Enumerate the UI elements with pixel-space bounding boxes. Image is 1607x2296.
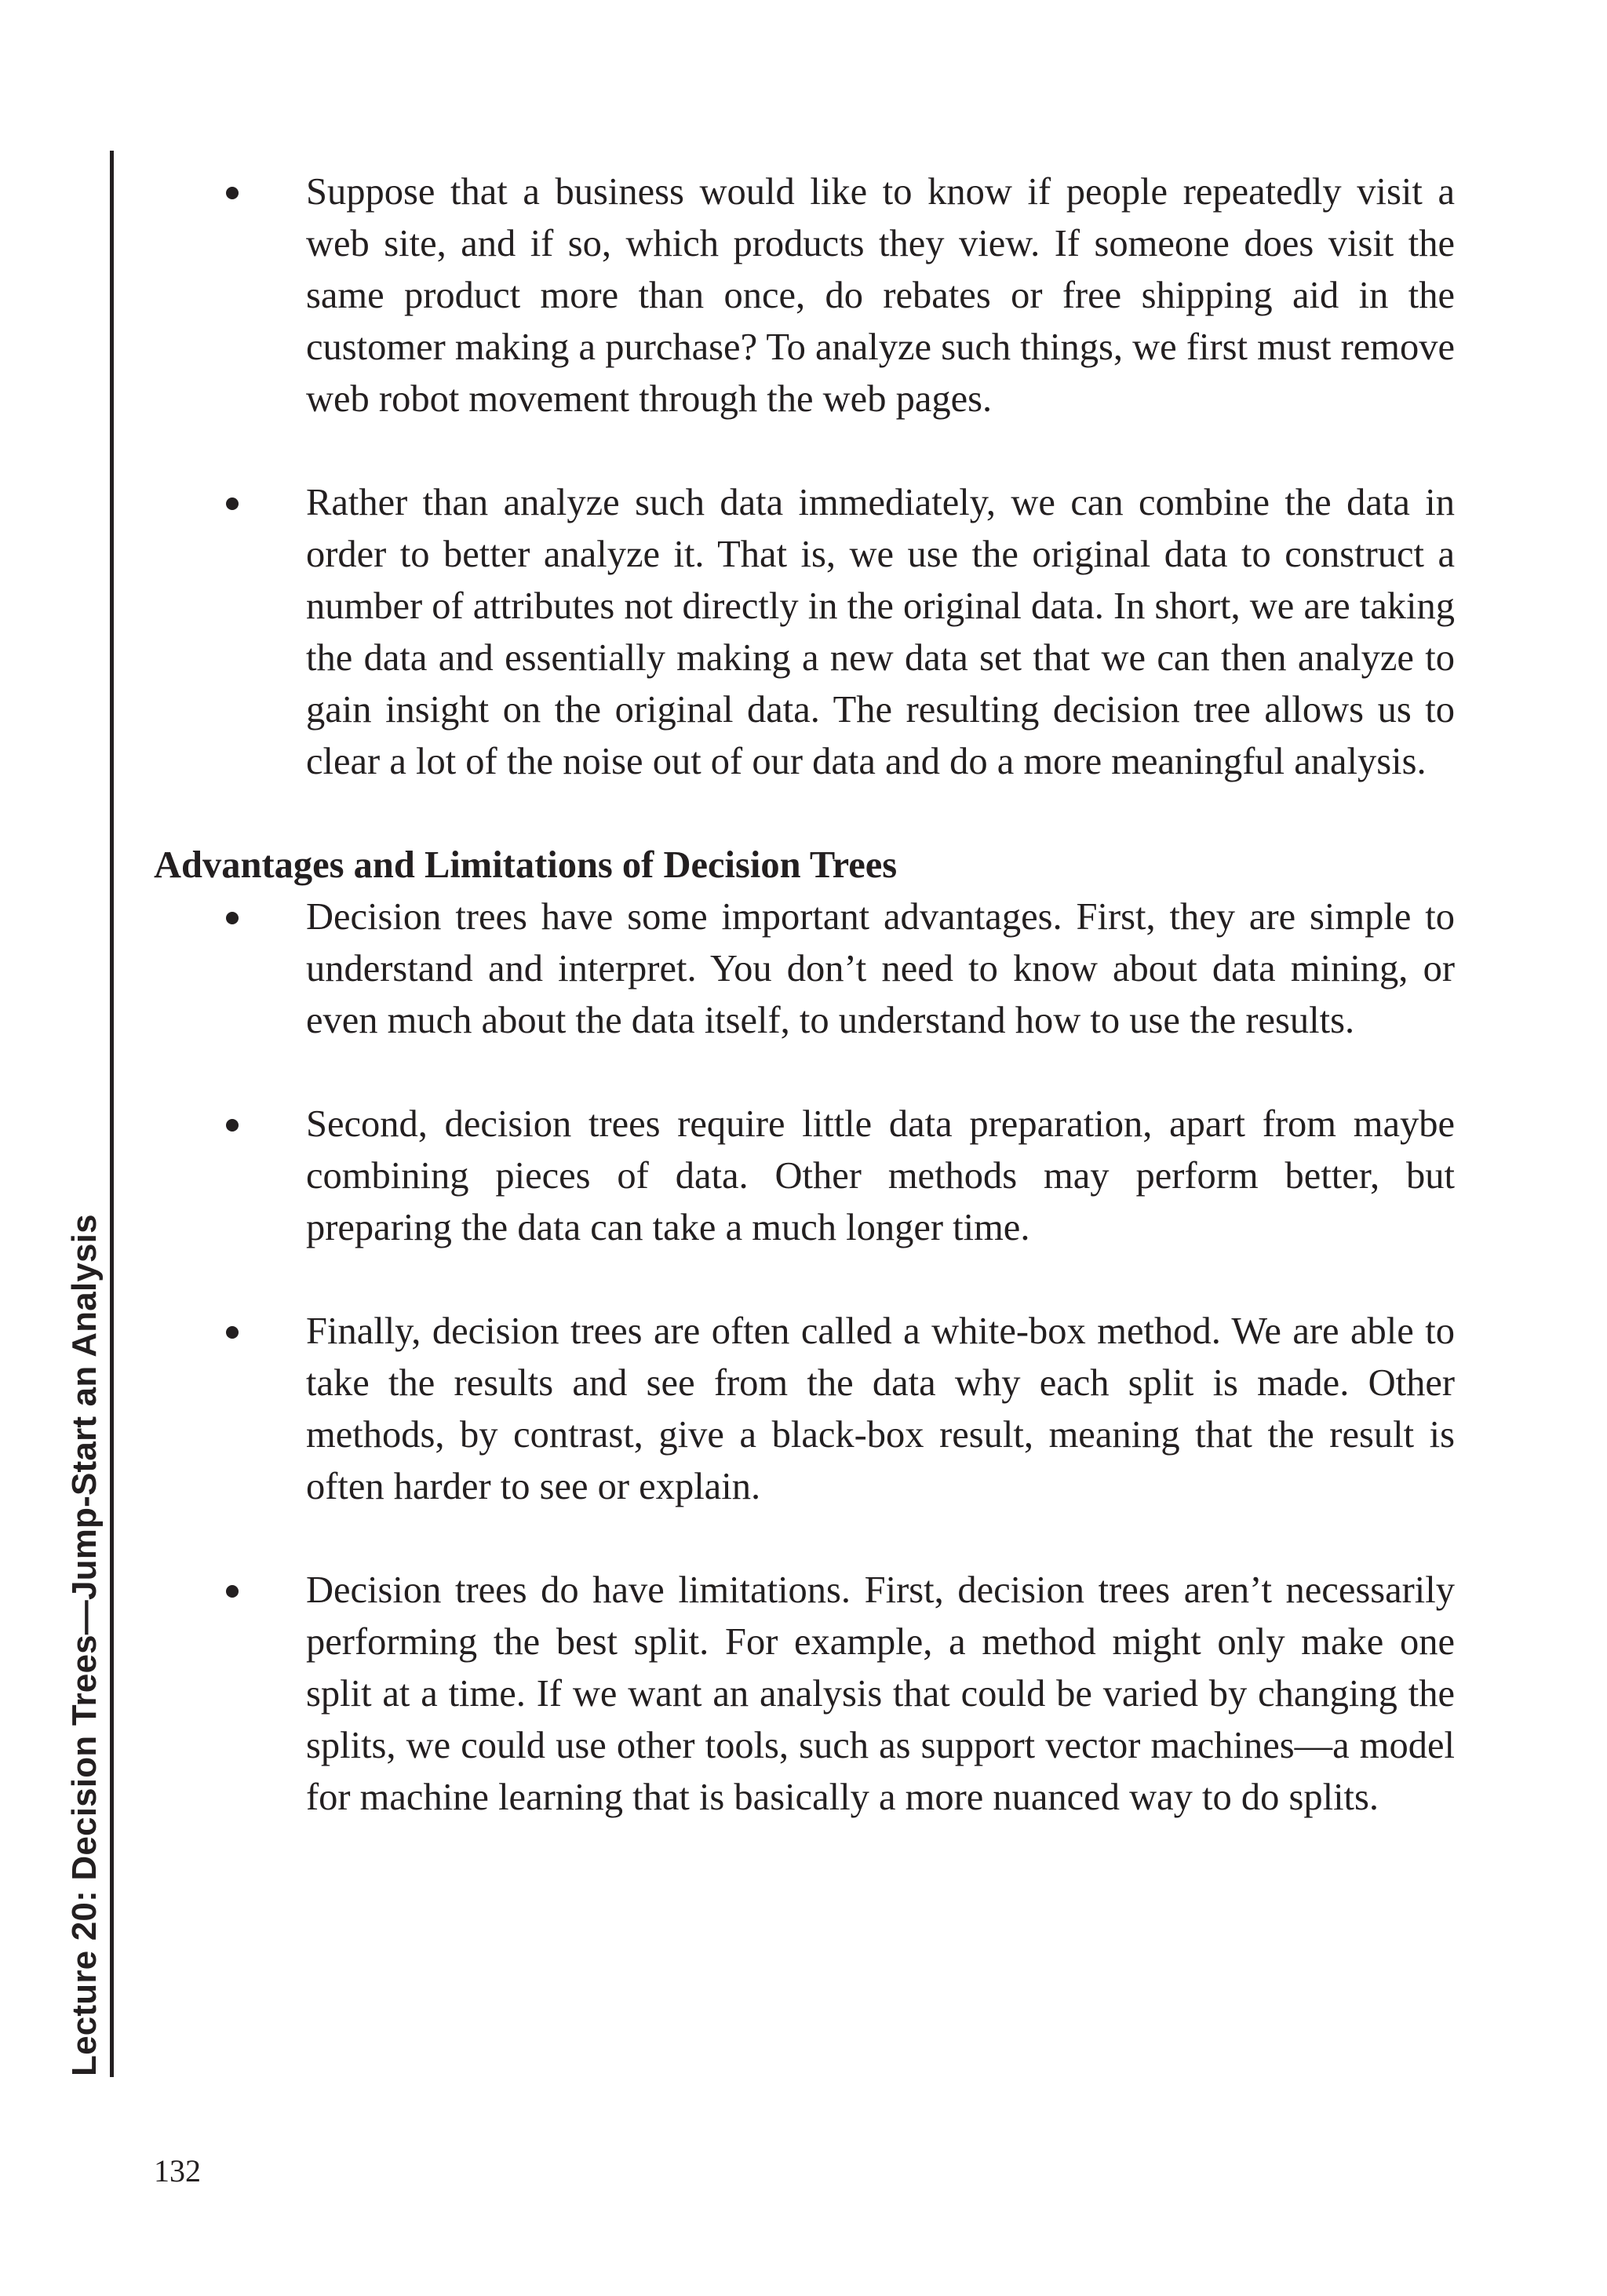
bullet-text: Decision trees have some important advantages. First, they are simple to understand and interpret. You don’t need to know about data mining, or even much about the data itself, to understand how to use the results.: [306, 896, 1455, 1041]
bullet-icon: [226, 912, 239, 924]
bullet-text: Rather than analyze such data immediately, we can combine the data in order to better analyze it. That is, we use the original data to construct a number of attributes not directly in the original data. In short, we are taking the data and essentially making a new data set that we can then analyze to gain insight on the original data. The resulting decision tree allows us to clear a lot of the noise out of our data and do a more meaningful analysis.: [306, 482, 1455, 782]
bullet-text: Second, decision trees require little data preparation, apart from maybe combining pieces of data. Other methods may perform better, but preparing the data can take a much longer time.: [306, 1103, 1455, 1248]
bullet-icon: [226, 497, 239, 510]
list-item: [154, 1306, 1455, 1513]
bullet-icon: [226, 1326, 239, 1339]
list-item: [154, 477, 1455, 788]
bullet-text: Decision trees do have limitations. First, decision trees aren’t necessarily performing the best split. For example, a method might only make one split at a time. If we want an analysis that could be varied by changing the splits, we could use other tools, such as support vector machines—a model for machine learning that is basically a more nuanced way to do splits.: [306, 1569, 1455, 1818]
list-item: [154, 1565, 1455, 1824]
intro-bullet-list: [154, 166, 1455, 788]
page-number: 132: [154, 2153, 201, 2188]
running-head-container: [63, 1121, 107, 2076]
bullet-text: Suppose that a business would like to know if people repeatedly visit a web site, and if so, which products they view. If someone does visit the same product more than once, do rebates or free shipping aid in the customer making a purchase? To analyze such things, we first must remove web robot movement through the web pages.: [306, 171, 1455, 420]
bullet-icon: [226, 1585, 239, 1598]
list-item: [154, 891, 1455, 1047]
bullet-icon: [226, 187, 239, 199]
list-item: [154, 166, 1455, 425]
section-bullet-list: [154, 891, 1455, 1824]
bullet-text: Finally, decision trees are often called a white-box method. We are able to take the results and see from the data why each split is made. Other methods, by contrast, give a black-box result, meaning that the result is often harder to see or explain.: [306, 1310, 1455, 1507]
list-item: [154, 1099, 1455, 1254]
bullet-icon: [226, 1119, 239, 1132]
margin-rule: [110, 151, 114, 2077]
running-head: Lecture 20: Decision Trees—Jump-Start an Analysis: [65, 1214, 104, 2076]
section-heading: Advantages and Limitations of Decision Trees: [154, 844, 898, 886]
page-content: [154, 166, 1455, 1824]
